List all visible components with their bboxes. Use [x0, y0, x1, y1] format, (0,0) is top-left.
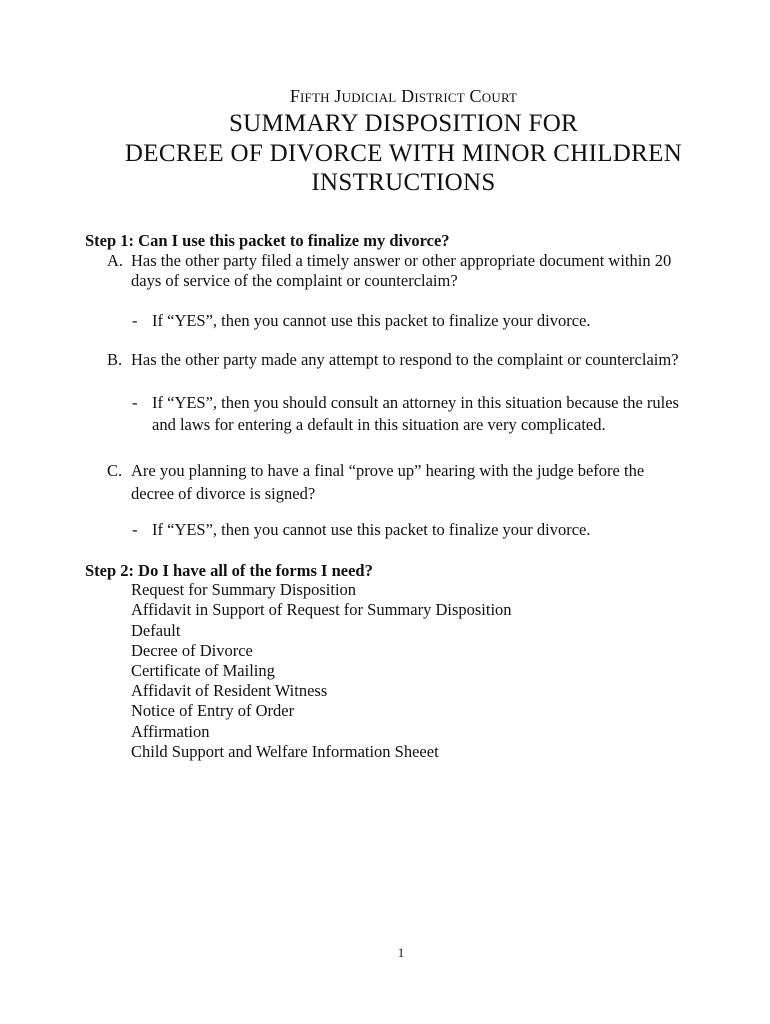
question-b-answer-line-2: and laws for entering a default in this situation are very complicated. — [152, 415, 606, 434]
step-2-heading: Step 2: Do I have all of the forms I need? — [85, 561, 373, 580]
form-list-item: Certificate of Mailing — [131, 661, 275, 680]
question-a-bullet-dash: - — [132, 311, 138, 330]
form-list-item: Affidavit of Resident Witness — [131, 681, 328, 700]
question-a-line-2: days of service of the complaint or counterclaim? — [131, 271, 458, 290]
document-title-line-3: INSTRUCTIONS — [311, 169, 496, 196]
form-list-item: Affirmation — [131, 722, 210, 741]
question-c-answer: If “YES”, then you cannot use this packet to finalize your divorce. — [152, 520, 591, 539]
question-b-marker: B. — [107, 350, 123, 369]
document-title-line-2: DECREE OF DIVORCE WITH MINOR CHILDREN — [124, 140, 683, 167]
form-list-item: Default — [131, 621, 181, 640]
question-a-line-1: Has the other party filed a timely answer or other appropriate document within 20 — [131, 251, 672, 270]
question-c-line-2: decree of divorce is signed? — [131, 484, 316, 503]
form-list-item: Affidavit in Support of Request for Summary Disposition — [131, 600, 512, 619]
document-title-line-1: SUMMARY DISPOSITION FOR — [228, 110, 579, 137]
question-b-answer-line-1: If “YES”, then you should consult an attorney in this situation because the rules — [152, 393, 679, 412]
step-1-heading: Step 1: Can I use this packet to finalize my divorce? — [85, 231, 450, 250]
question-c-marker: C. — [107, 461, 123, 480]
question-c-bullet-dash: - — [132, 520, 138, 539]
question-b-bullet-dash: - — [132, 393, 138, 412]
form-list-item: Request for Summary Disposition — [131, 580, 357, 599]
question-a-answer: If “YES”, then you cannot use this packet to finalize your divorce. — [152, 311, 591, 330]
question-a-marker: A. — [107, 251, 124, 270]
question-b-line-1: Has the other party made any attempt to respond to the complaint or counterclaim? — [131, 350, 679, 369]
page-number: 1 — [397, 945, 405, 960]
court-name: Fifth Judicial District Court — [289, 86, 518, 106]
form-list-item: Child Support and Welfare Information Sheeet — [131, 742, 439, 761]
question-c-line-1: Are you planning to have a final “prove up” hearing with the judge before the — [131, 461, 645, 480]
form-list-item: Decree of Divorce — [131, 641, 253, 660]
form-list-item: Notice of Entry of Order — [131, 701, 295, 720]
